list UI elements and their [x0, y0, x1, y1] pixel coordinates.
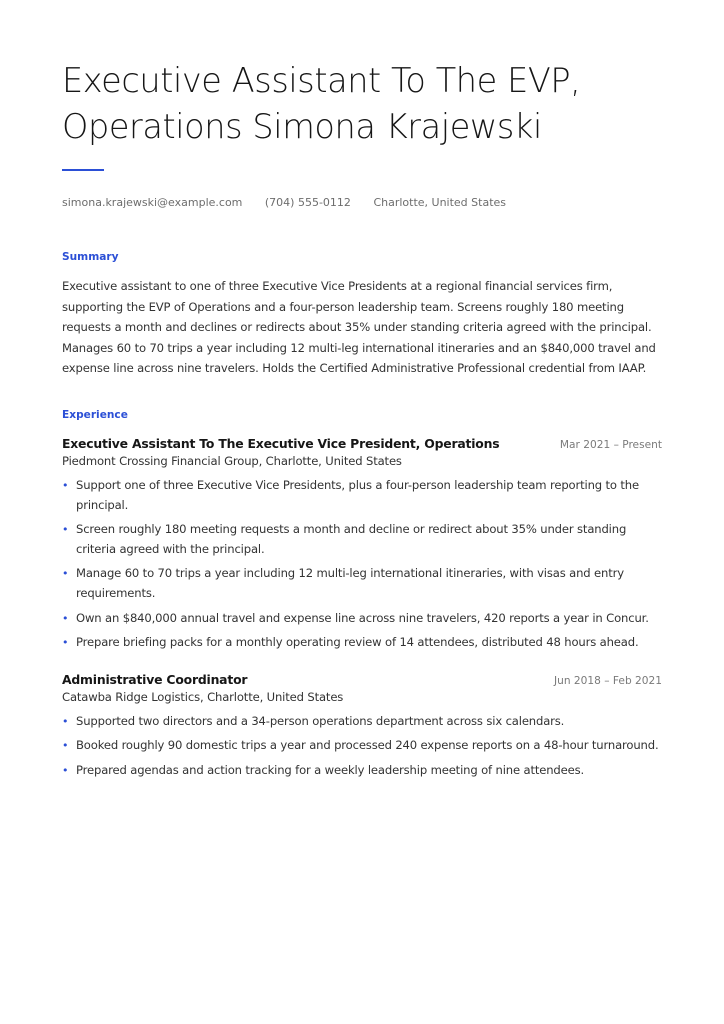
accent-divider [62, 169, 104, 171]
job-bullets [62, 476, 662, 653]
job-dates: Jun 2018 – Feb 2021 [554, 674, 662, 687]
summary-heading: Summary [62, 251, 119, 263]
job-entry-1 [62, 436, 662, 653]
bullet-dot-icon: • [62, 567, 69, 581]
bullet-item [62, 609, 662, 629]
contact-phone: (704) 555-0112 [264, 196, 351, 209]
resume-name-title: Executive Assistant To The EVP, Operations Simona Krajewski [62, 61, 581, 146]
job-bullets [62, 712, 662, 781]
job-entry-2 [62, 672, 662, 781]
contact-line [62, 195, 662, 211]
bullet-text: Manage 60 to 70 trips a year including 12 multi-leg international itineraries, with visas and entry requirements. [76, 566, 624, 600]
job-dates: Mar 2021 – Present [559, 438, 662, 451]
contact-location: Charlotte, United States [373, 196, 507, 209]
bullet-dot-icon: • [62, 636, 69, 650]
bullet-item [62, 736, 662, 756]
bullet-text: Support one of three Executive Vice Presidents, plus a four-person leadership team reporting to the principal. [76, 477, 639, 512]
bullet-item [62, 520, 662, 559]
job-title: Executive Assistant To The Executive Vice President, Operations [62, 435, 500, 451]
bullet-dot-icon: • [62, 478, 69, 492]
bullet-text: Booked roughly 90 domestic trips a year and processed 240 expense reports on a 48-hour turnaround. [76, 738, 659, 753]
contact-email: simona.krajewski@example.com [62, 196, 243, 209]
bullet-text: Screen roughly 180 meeting requests a month and decline or redirect about 35% under standing criteria agreed with the principal. [76, 522, 627, 556]
bullet-item [62, 761, 662, 781]
resume-page [62, 58, 662, 786]
bullet-dot-icon: • [62, 523, 69, 537]
bullet-item [62, 564, 662, 603]
bullet-item [62, 712, 662, 732]
experience-heading: Experience [62, 408, 128, 421]
bullet-text: Prepare briefing packs for a monthly operating review of 14 attendees, distributed 48 hours ahead. [76, 635, 639, 650]
bullet-item [62, 633, 662, 653]
bullet-dot-icon: • [62, 739, 69, 753]
bullet-item [62, 476, 662, 515]
bullet-text: Prepared agendas and action tracking for a weekly leadership meeting of nine attendees. [76, 762, 585, 777]
bullet-dot-icon: • [62, 714, 69, 728]
bullet-text: Supported two directors and a 34-person operations department across six calendars. [76, 713, 565, 728]
job-title: Administrative Coordinator [62, 671, 248, 687]
summary-text: Executive assistant to one of three Executive Vice Presidents at a regional financial services firm, supporting the EVP of Operations and a four-person leadership team. Screens roughly 180 meeting requests a month and declines or redirects about 35% under standing criteria agreed with the principal. Manages 60 to 70 trips a year including 12 multi-leg international itineraries and an $840,000 travel and expense line across nine travelers. Holds the Certified Administrative Professional credential from IAAP. [62, 279, 656, 376]
job-company: Catawba Ridge Logistics, Charlotte, United States [62, 689, 344, 704]
bullet-text: Own an $840,000 annual travel and expense line across nine travelers, 420 reports a year in Concur. [76, 610, 649, 625]
bullet-dot-icon: • [62, 611, 69, 625]
job-company: Piedmont Crossing Financial Group, Charlotte, United States [62, 453, 402, 468]
bullet-dot-icon: • [62, 763, 69, 777]
